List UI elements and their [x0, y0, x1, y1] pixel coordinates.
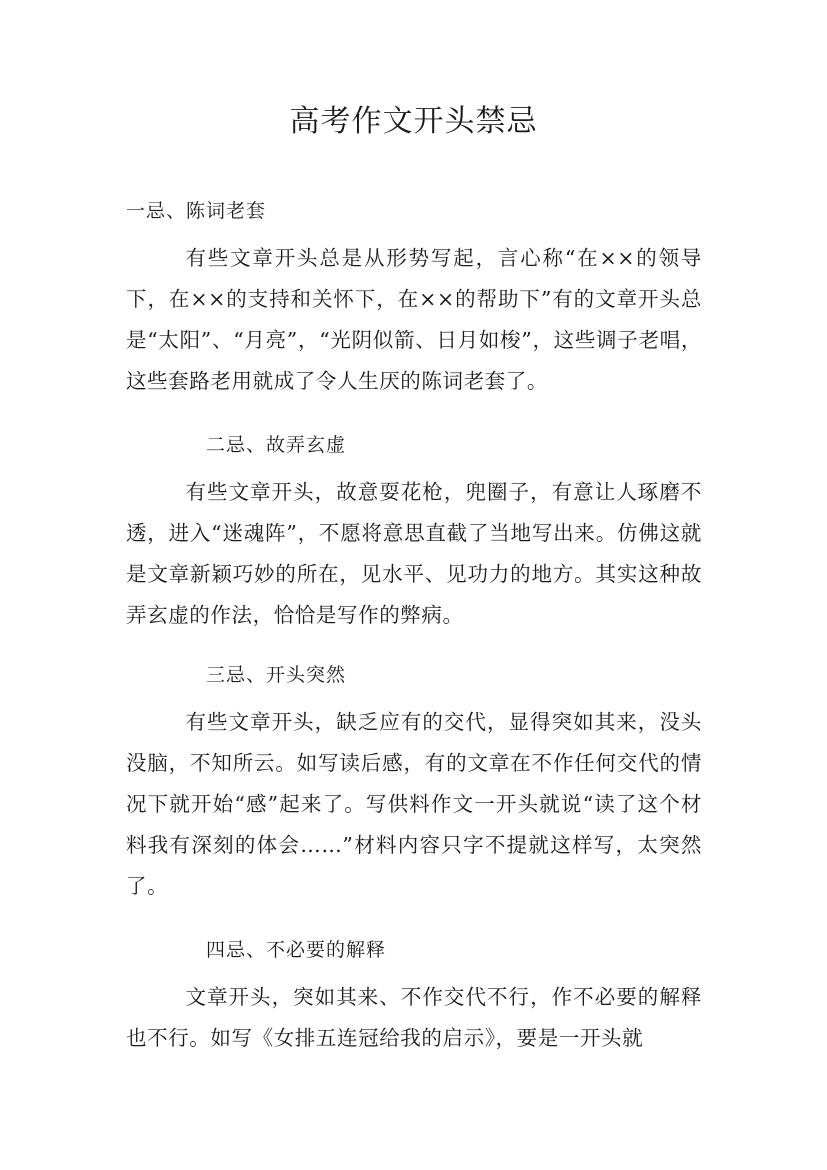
section-heading: 二忌、故弄玄虚	[206, 434, 347, 456]
section-paragraph: 文章开头，突如其来、不作交代不行，作不必要的解释也不行。如写《女排五连冠给我的启示》，要是一开头就	[126, 985, 702, 1050]
section-heading: 四忌、不必要的解释	[206, 939, 387, 961]
section-heading: 一忌、陈词老套	[126, 200, 267, 222]
section-paragraph: 有些文章开头，故意耍花枪，兜圈子，有意让人琢磨不透，进入“迷魂阵”，不愿将意思直截了当地写出来。仿佛这就是文章新颖巧妙的所在，见水平、见功力的地方。其实这种故弄玄虚的作法，恰恰是写作的弊病。	[126, 480, 702, 627]
section-4	[126, 935, 702, 1059]
section-2	[126, 430, 702, 636]
section-heading: 三忌、开头突然	[206, 664, 347, 686]
section-1	[126, 196, 702, 402]
section-paragraph: 有些文章开头，缺乏应有的交代，显得突如其来，没头没脑，不知所云。如写读后感，有的文章在不作任何交代的情况下就开始“感”起来了。写供料作文一开头就说“读了这个材料我有深刻的体会……”材料内容只字不提就这样写，太突然了。	[126, 710, 702, 898]
section-paragraph: 有些文章开头总是从形势写起，言心称“在××的领导下，在××的支持和关怀下，在××的帮助下”有的文章开头总是“太阳”、“月亮”，“光阴似箭、日月如梭”，这些调子老唱，这些套路老用就成了令人生厌的陈词老套了。	[126, 246, 702, 393]
document-title: 高考作文开头禁忌	[289, 104, 538, 139]
section-3	[126, 660, 702, 907]
